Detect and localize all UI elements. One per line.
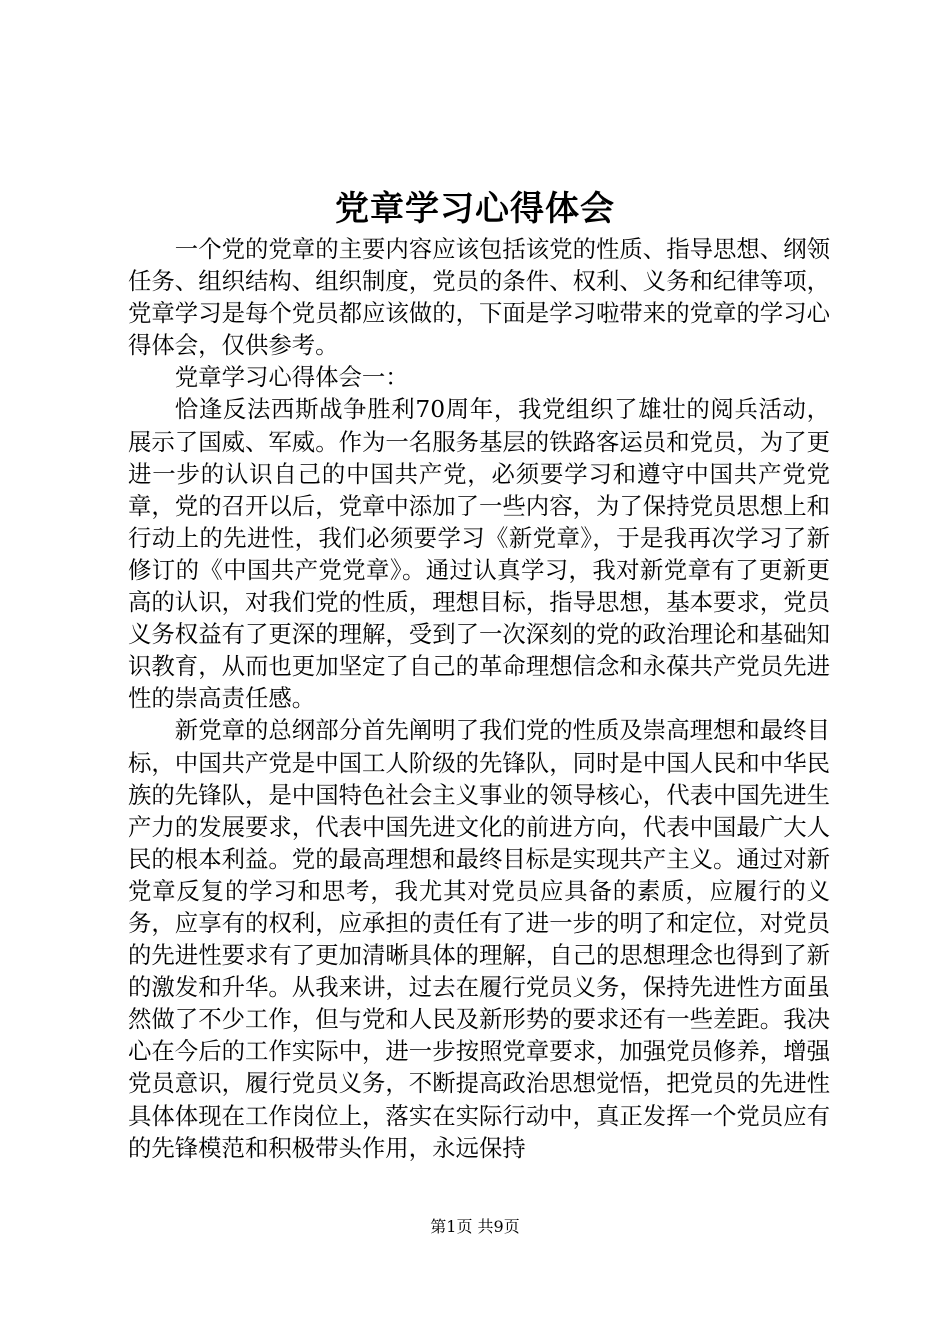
document-body: [128, 233, 830, 1164]
document-title: 党章学习心得体会: [335, 189, 615, 229]
body-paragraph: 恰逢反法西斯战争胜利70周年，我党组织了雄壮的阅兵活动，展示了国威、军威。作为一名服务基层的铁路客运员和党员，为了更进一步的认识自己的中国共产党，必须要学习和遵守中国共产党党章，党的召开以后，党章中添加了一些内容，为了保持党员思想上和行动上的先进性，我们必须要学习《新党章》，于是我再次学习了新修订的《中国共产党党章》。通过认真学习，我对新党章有了更新更高的认识，对我们党的性质，理想目标，指导思想，基本要求，党员义务权益有了更深的理解，受到了一次深刻的党的政治理论和基础知识教育，从而也更加坚定了自己的革命理想信念和永葆共产党员先进性的崇高责任感。: [128, 395, 830, 713]
page-number-footer: 第1页 共9页: [430, 1217, 520, 1236]
intro-paragraph: 一个党的党章的主要内容应该包括该党的性质、指导思想、纲领任务、组织结构、组织制度，党员的条件、权利、义务和纪律等项，党章学习是每个党员都应该做的，下面是学习啦带来的党章的学习心得体会，仅供参考。: [128, 235, 830, 360]
body-paragraph: 新党章的总纲部分首先阐明了我们党的性质及崇高理想和最终目标，中国共产党是中国工人阶级的先锋队，同时是中国人民和中华民族的先锋队，是中国特色社会主义事业的领导核心，代表中国先进生产力的发展要求，代表中国先进文化的前进方向，代表中国最广大人民的根本利益。党的最高理想和最终目标是实现共产主义。通过对新党章反复的学习和思考，我尤其对党员应具备的素质，应履行的义务，应享有的权利，应承担的责任有了进一步的明了和定位，对党员的先进性要求有了更加清晰具体的理解，自己的思想理念也得到了新的激发和升华。从我来讲，过去在履行党员义务，保持先进性方面虽然做了不少工作，但与党和人民及新形势的要求还有一些差距。我决心在今后的工作实际中，进一步按照党章要求，加强党员修养，增强党员意识，履行党员义务，不断提高政治思想觉悟，把党员的先进性具体体现在工作岗位上，落实在实际行动中，真正发挥一个党员应有的先锋模范和积极带头作用，永远保持: [128, 716, 830, 1162]
section-heading: 党章学习心得体会一：: [174, 363, 409, 392]
